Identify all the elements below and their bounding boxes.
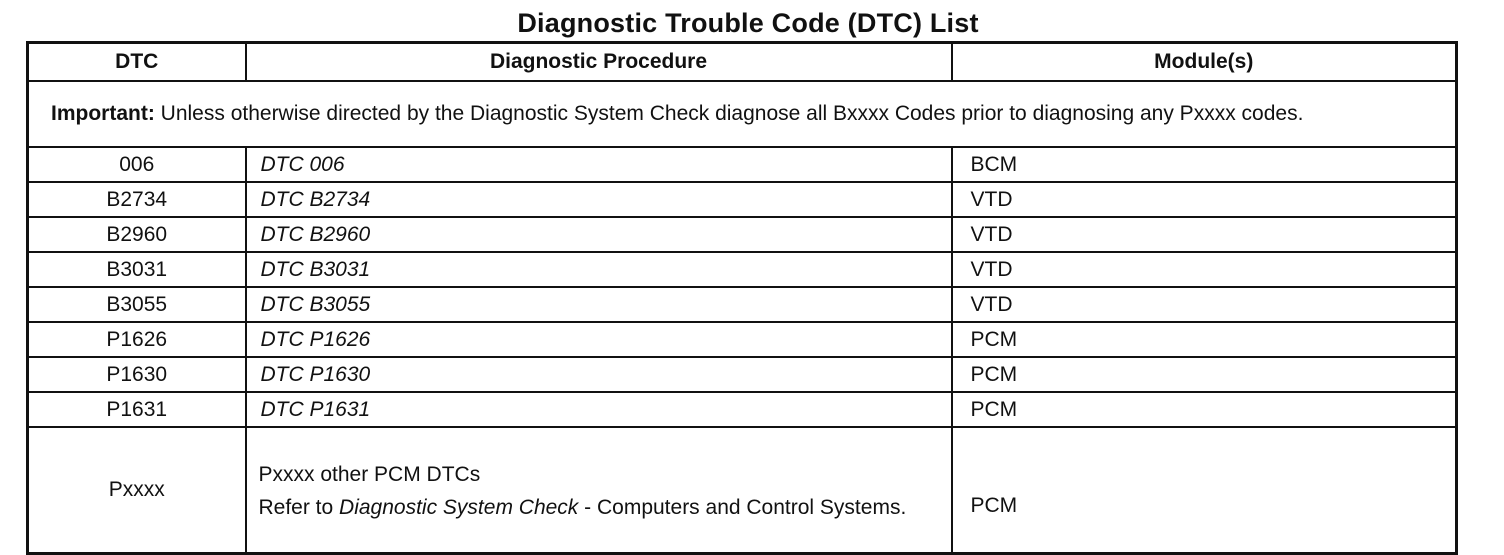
other-dtcs-text: Pxxxx other PCM DTCs [258,463,481,486]
module: VTD [952,217,1457,252]
module: BCM [952,147,1457,182]
dtc-code: 006 [28,147,246,182]
module: VTD [952,287,1457,322]
table-row [28,147,1457,182]
table-row-pxxxx [28,427,1457,554]
important-note [28,81,1457,147]
table-row [28,252,1457,287]
diagnostic-procedure-link[interactable]: DTC P1631 [246,392,952,427]
dtc-table [26,41,1458,555]
page-title: Diagnostic Trouble Code (DTC) List [517,8,979,38]
table-row [28,392,1457,427]
dtc-code: P1630 [28,357,246,392]
table-row [28,357,1457,392]
refer-label: Refer to [258,496,334,519]
dtc-code: B2734 [28,182,246,217]
important-note-row [28,81,1457,147]
diagnostic-procedure-link[interactable]: DTC B2734 [246,182,952,217]
dtc-code: B3031 [28,252,246,287]
header-modules: Module(s) [952,43,1457,82]
diagnostic-procedure-link[interactable]: DTC B2960 [246,217,952,252]
module: PCM [952,357,1457,392]
refer-text [259,495,951,520]
diagnostic-procedure-text [246,427,952,554]
module: PCM [952,322,1457,357]
dtc-code: B3055 [28,287,246,322]
diagnostic-system-check-link[interactable]: Diagnostic System Check [339,496,579,519]
module: PCM [952,427,1457,554]
refer-rest: - Computers and Control Systems. [584,496,907,519]
diagnostic-procedure-link[interactable]: DTC P1630 [246,357,952,392]
table-row [28,217,1457,252]
module: VTD [952,252,1457,287]
dtc-code: P1626 [28,322,246,357]
header-dtc: DTC [28,43,246,82]
header-procedure: Diagnostic Procedure [246,43,952,82]
important-text: Unless otherwise directed by the Diagnostic System Check diagnose all Bxxxx Codes prior to diagnosing any Pxxxx codes. [160,102,1304,125]
table-row [28,182,1457,217]
table-row [28,287,1457,322]
diagnostic-procedure-link[interactable]: DTC 006 [246,147,952,182]
module: PCM [952,392,1457,427]
dtc-code: B2960 [28,217,246,252]
diagnostic-procedure-link[interactable]: DTC B3055 [246,287,952,322]
module: VTD [952,182,1457,217]
important-label: Important: [51,102,155,125]
diagnostic-procedure-link[interactable]: DTC B3031 [246,252,952,287]
dtc-code: Pxxxx [28,427,246,554]
dtc-code: P1631 [28,392,246,427]
table-header-row [28,43,1457,82]
diagnostic-procedure-link[interactable]: DTC P1626 [246,322,952,357]
table-row [28,322,1457,357]
